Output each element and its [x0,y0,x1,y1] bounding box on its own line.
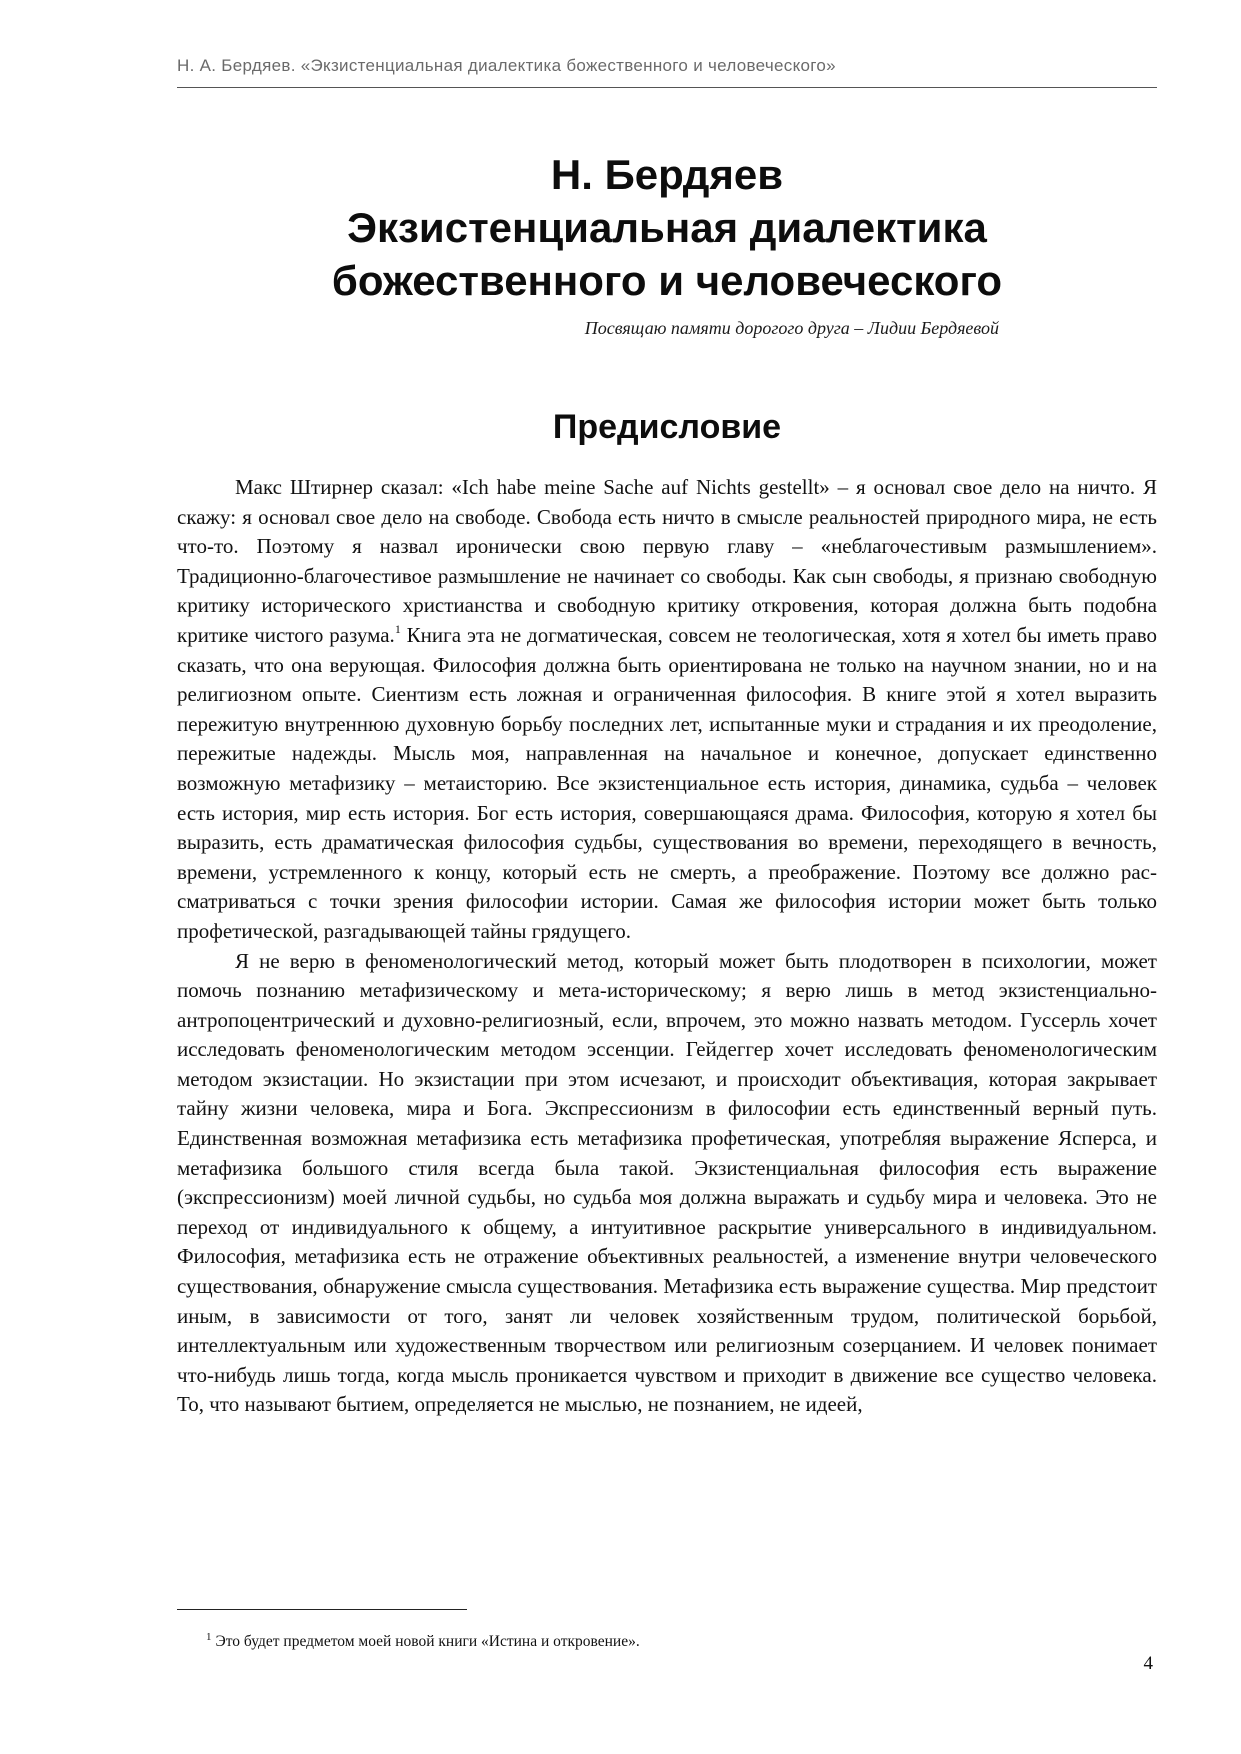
paragraph-text: Книга эта не догматическая, совсем не теологическая, хотя я хотел бы иметь право сказать, что она верующая. Философия должна быть ориентирована не только на научном знании, но и на религиозном опыте. Сиентизм есть ложная и ограниченная философия. В книге этой я хотел выразить пережитую внутреннюю духовную борьбу последних лет, испытанные муки и страдания и их преодоление, пережитые надежды. Мысль моя, направленная на начальное и конечное, допускает единственно возможную метафизику – метаисторию. Все экзистенциальное есть история, динамика, судьба – человек есть история, мир есть история. Бог есть история, совершающаяся драма. Философия, которую я хотел бы выразить, есть драматическая философия судьбы, существования во времени, переходящего в вечность, времени, устремленного к концу, который есть не смерть, а преображение. Поэтому все должно рассматриваться с точки зрения философии истории. Самая же философия истории может быть только профетической, разгадывающей тайны грядущего. [177,622,1157,943]
footnote [206,1631,640,1651]
body-text [177,473,1157,1420]
header-divider [177,87,1157,88]
footnote-divider [177,1609,467,1610]
title-line-1: Экзистенциальная диалектика [347,204,987,251]
paragraph-text: Макс Штирнер сказал: «Ich habe meine Sache auf Nichts gestellt» – я основал свое дело на ничто. Я скажу: я основал свое дело на свободе. Свобода есть ничто в смысле реальностей природного мира, не есть что-то. Поэтому я назвал иронически свою первую главу – «неблагочестивым размышлением». Традиционно-благочестивое размышление не начинает со свободы. Как сын свободы, я признаю свободную критику исторического христианства и свободную критику откровения, которая должна быть подобна критике чистого разума. [177,475,1157,647]
paragraph: Я не верю в феноменологический метод, который может быть плодотворен в психологии, может помочь познанию метафизическому и мета-историческому; я верю лишь в метод экзистенциально-антропоцентрический и духовно-религиозный, если, впрочем, это можно назвать методом. Гуссерль хочет исследовать феноменологическим методом эссенции. Гейдеггер хочет исследовать феноменологическим методом экзистации. Но экзистации при этом исчезают, и происходит объективация, которая закрывает тайну жизни человека, мира и Бога. Экспрессионизм в философии есть единственный верный путь. Единственная возможная метафизика есть метафизика профетическая, употребляя выражение Ясперса, и метафизика большого стиля всегда была такой. Экзистенциальная философия есть выражение (экспрессионизм) моей личной судьбы, но судьба моя должна выражать и судьбу мира и человека. Это не переход от индивидуального к общему, а интуитивное раскрытие универсального в индивидуальном. Философия, метафизика есть не отражение объективных реальностей, а изменение внутри человеческого существования, обнаружение смысла существования. Метафизика есть выражение существа. Мир предстоит иным, в зависимости от того, занят ли человек хозяйственным трудом, политической борьбой, интеллектуальным или художественным творчеством или религиозным созерцанием. И человек понимает что-нибудь лишь тогда, когда мысль проникается чувством и приходит в движение все существо человека. То, что называют бытием, определяется не мыслью, не познанием, не идеей, [177,948,1157,1417]
title-line-2: божественного и человеческого [331,257,1003,304]
book-title [177,148,1157,307]
title-author-line: Н. Бердяев [550,151,784,198]
dedication: Посвящаю памяти дорогого друга – Лидии Бердяевой [584,318,999,338]
running-header: Н. А. Бердяев. «Экзистенциальная диалектика божественного и человеческого» [177,56,836,75]
page-number: 4 [1143,1653,1153,1674]
footnote-marker: 1 [206,1631,212,1643]
section-heading: Предисловие [552,408,782,446]
footnote-reference[interactable]: 1 [394,621,401,636]
footnote-text: Это будет предметом моей новой книги «Истина и откровение». [215,1633,640,1650]
paragraph [177,473,1157,947]
